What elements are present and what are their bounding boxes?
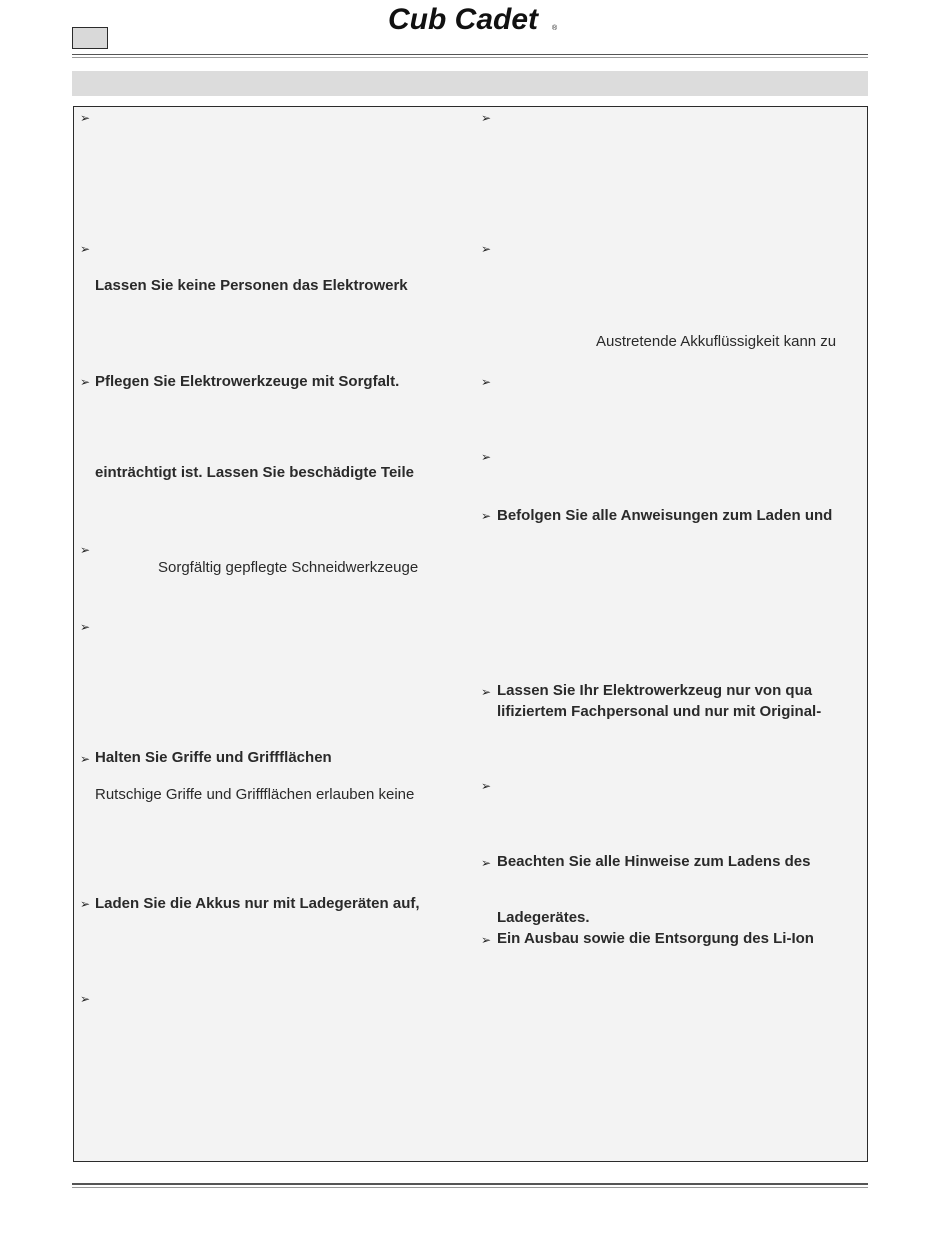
bullet-icon: ➢ [80, 752, 91, 766]
bullet-icon: ➢ [80, 620, 91, 634]
section-title-bar [72, 71, 868, 96]
bullet-icon: ➢ [481, 242, 492, 256]
svg-text:Cub Cadet: Cub Cadet [388, 3, 538, 36]
bullet-icon: ➢ [481, 779, 492, 793]
header-rule-thin [72, 57, 868, 58]
bullet-icon: ➢ [80, 992, 91, 1006]
right-text-line: Befolgen Sie alle Anweisungen zum Laden und [497, 507, 833, 524]
bullet-icon: ➢ [481, 509, 492, 523]
left-text-line: Laden Sie die Akkus nur mit Ladegeräten auf, [95, 895, 420, 912]
footer-rule [72, 1183, 868, 1185]
left-text-line: Halten Sie Griffe und Griffflächen [95, 749, 332, 766]
bullet-icon: ➢ [481, 111, 492, 125]
svg-text:®: ® [552, 25, 558, 32]
bullet-icon: ➢ [80, 242, 91, 256]
left-text-line: Rutschige Griffe und Griffflächen erlauben keine [95, 786, 415, 803]
bullet-icon: ➢ [481, 856, 492, 870]
right-text-line: lifiziertem Fachpersonal und nur mit Original- [497, 703, 822, 720]
bullet-icon: ➢ [80, 543, 91, 557]
bullet-icon: ➢ [80, 897, 91, 911]
brand-logo [388, 2, 568, 38]
right-text-line: Austretende Akkuflüssigkeit kann zu [596, 333, 837, 350]
footer-rule-thin [72, 1187, 868, 1188]
header-rule [72, 54, 868, 55]
bullet-icon: ➢ [481, 933, 492, 947]
right-text-line: Lassen Sie Ihr Elektrowerkzeug nur von qua [497, 682, 813, 699]
page-number-box [72, 27, 108, 49]
right-text-line: Ein Ausbau sowie die Entsorgung des Li-Ion [497, 930, 814, 947]
bullet-icon: ➢ [481, 450, 492, 464]
left-text-line: Pflegen Sie Elektrowerkzeuge mit Sorgfalt. [95, 373, 400, 390]
bullet-icon: ➢ [80, 111, 91, 125]
left-text-line: Sorgfältig gepflegte Schneidwerkzeuge [158, 559, 419, 576]
bullet-icon: ➢ [481, 375, 492, 389]
left-text-line: Lassen Sie keine Personen das Elektrowerk [95, 277, 408, 294]
bullet-icon: ➢ [80, 375, 91, 389]
left-text-line: einträchtigt ist. Lassen Sie beschädigte Teile [95, 464, 414, 481]
right-text-line: Beachten Sie alle Hinweise zum Ladens des [497, 853, 811, 870]
bullet-icon: ➢ [481, 685, 492, 699]
right-text-line: Ladegerätes. [497, 909, 590, 926]
content-box [73, 106, 868, 1162]
